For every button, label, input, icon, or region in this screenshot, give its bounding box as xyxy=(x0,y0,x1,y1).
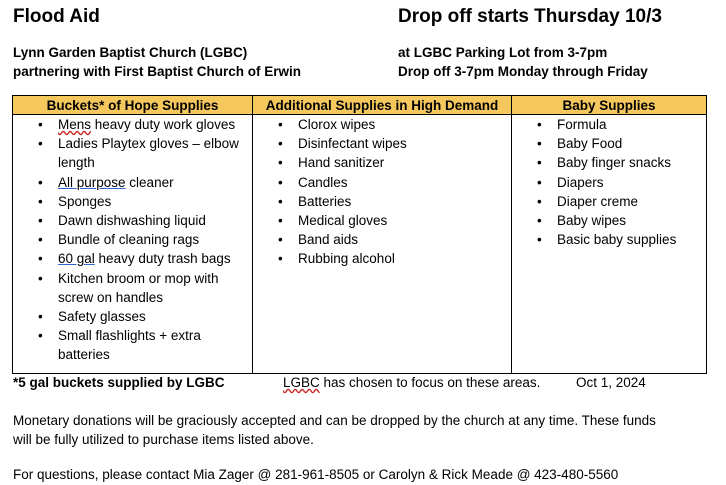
list-item-mark: Mens xyxy=(58,117,92,132)
baby-cell xyxy=(512,115,707,374)
list-item: • Clorox wipes xyxy=(298,115,511,134)
column-heading-baby: Baby Supplies xyxy=(512,96,707,115)
list-item xyxy=(58,115,240,134)
list-item: • Basic baby supplies xyxy=(557,230,706,249)
list-item-text: heavy duty trash bags xyxy=(94,251,231,267)
list-item: • Diaper creme xyxy=(557,192,706,211)
list-item: • Baby Food xyxy=(557,134,706,153)
focus-abbr: LGBC xyxy=(283,375,320,390)
list-item-text: Sponges xyxy=(58,193,112,209)
list-item-text: Dawn dishwashing liquid xyxy=(58,213,206,229)
list-item xyxy=(58,269,240,307)
focus-note xyxy=(283,375,540,390)
contact-line: For questions, please contact Mia Zager @ 281-961-8505 or Carolyn & Rick Meade @ 423-480-5560 xyxy=(13,467,619,482)
supplies-table xyxy=(12,95,707,374)
dropoff-title: Drop off starts Thursday 10/3 xyxy=(398,6,662,27)
list-item-text: Bundle of cleaning rags xyxy=(58,232,200,248)
list-item: • Batteries xyxy=(298,192,511,211)
table-body-row xyxy=(13,115,707,374)
list-item: • Medical gloves xyxy=(298,211,511,230)
list-item xyxy=(58,211,240,230)
column-heading-additional: Additional Supplies in High Demand xyxy=(253,96,512,115)
list-item: • Baby wipes xyxy=(557,211,706,230)
list-item-text: Small flashlights + extra batteries xyxy=(58,328,201,363)
list-item: • Formula xyxy=(557,115,706,134)
list-item: • Diapers xyxy=(557,173,706,192)
baby-list xyxy=(512,115,706,249)
monetary-line-2: will be fully utilized to purchase items listed above. xyxy=(13,431,314,447)
list-item-text: cleaner xyxy=(125,174,174,190)
monetary-line-1: Monetary donations will be graciously accepted and can be dropped by the church at any time. These funds xyxy=(13,413,656,428)
list-item: • Disinfectant wipes xyxy=(298,134,511,153)
org-block xyxy=(13,43,301,81)
list-item-text: Ladies Playtex gloves – elbow length xyxy=(58,136,239,171)
list-item: • Baby finger snacks xyxy=(557,153,706,172)
location-block xyxy=(398,43,648,81)
list-item-mark: 60 gal xyxy=(58,251,95,267)
additional-cell xyxy=(253,115,512,374)
org-line-2: partnering with First Baptist Church of Erwin xyxy=(13,64,302,79)
list-item: • Band aids xyxy=(298,230,511,249)
list-item-text: Safety glasses xyxy=(58,309,146,325)
org-line-1: Lynn Garden Baptist Church (LGBC) xyxy=(13,45,248,60)
location-line-1: at LGBC Parking Lot from 3-7pm xyxy=(398,45,608,60)
list-item xyxy=(58,173,240,192)
list-item-text: heavy duty work gloves xyxy=(91,117,236,132)
list-item xyxy=(58,307,240,326)
column-heading-buckets: Buckets* of Hope Supplies xyxy=(13,96,253,115)
list-item xyxy=(58,230,240,249)
list-item xyxy=(58,134,240,172)
bucket-note: *5 gal buckets supplied by LGBC xyxy=(13,375,225,390)
table-header-row xyxy=(13,96,707,115)
list-item xyxy=(58,249,240,268)
page-title: Flood Aid xyxy=(13,6,100,27)
date: Oct 1, 2024 xyxy=(576,375,646,390)
additional-list xyxy=(253,115,511,269)
list-item xyxy=(58,192,240,211)
list-item: • Rubbing alcohol xyxy=(298,249,511,268)
monetary-note xyxy=(13,412,656,449)
list-item-text: Kitchen broom or mop with screw on handles xyxy=(58,270,219,305)
list-item: • Candles xyxy=(298,173,511,192)
list-item xyxy=(58,326,240,364)
list-item: • Hand sanitizer xyxy=(298,153,511,172)
list-item-mark: All purpose xyxy=(58,174,126,190)
buckets-list xyxy=(13,115,252,365)
buckets-cell xyxy=(13,115,253,374)
focus-text: has chosen to focus on these areas. xyxy=(319,375,541,390)
location-line-2: Drop off 3-7pm Monday through Friday xyxy=(398,64,648,79)
